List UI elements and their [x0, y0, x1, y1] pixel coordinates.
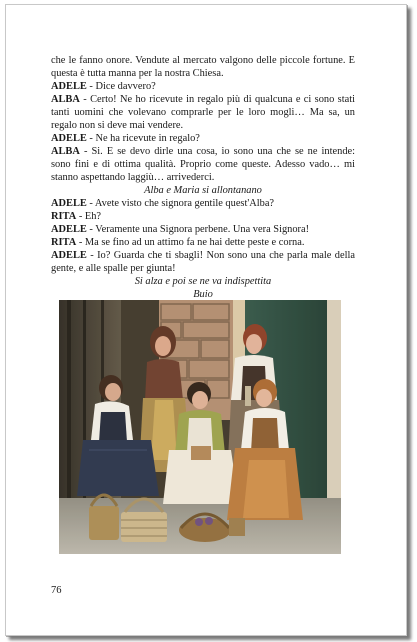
stage-direction: Buio — [193, 289, 213, 300]
speaker-name: ADELE — [51, 250, 87, 261]
dialogue-line — [51, 197, 355, 210]
speaker-name: ALBA — [51, 146, 80, 157]
speaker-name: ADELE — [51, 224, 87, 235]
dialogue-text: Avete visto che signora gentile quest'Alba? — [94, 198, 275, 209]
stage-direction: Si alza e poi se ne va indispettita — [134, 276, 272, 287]
separator: - — [76, 237, 85, 248]
separator: - — [79, 94, 91, 105]
separator: - — [86, 224, 96, 235]
dialogue-text: Veramente una Signora perbene. Una vera Signora! — [95, 224, 310, 235]
speaker-name: ADELE — [51, 198, 87, 209]
dialogue-line — [51, 210, 355, 223]
stage-photo — [59, 300, 341, 554]
dialogue-text: Si. E se devo dirle una cosa, io sono una che se ne intende: sono fini e di ottima qualità. Proprio come queste. Adesso vado… mi stanno aspettando laggiù… arrivederci. — [51, 146, 356, 183]
speaker-name: ADELE — [51, 133, 87, 144]
dialogue-line — [51, 145, 355, 184]
dialogue-line — [51, 132, 355, 145]
stage-direction: Alba e Maria si allontanano — [144, 185, 262, 196]
dialogue-line — [51, 236, 355, 249]
separator: - — [79, 146, 92, 157]
dialogue-text: Ma se fino ad un attimo fa ne hai dette peste e corna. — [84, 237, 305, 248]
dialogue-line — [51, 223, 355, 236]
separator: - — [76, 211, 85, 222]
separator: - — [86, 81, 96, 92]
page-number: 76 — [51, 585, 62, 596]
dialogue-text: Io? Guarda che ti sbagli! Non sono una che parla male della gente, e alle spalle per giunta! — [51, 250, 355, 274]
dialogue-text: Ne ha ricevute in regalo? — [95, 133, 200, 144]
dialogue-line — [51, 249, 355, 275]
speaker-name: ADELE — [51, 81, 87, 92]
speaker-name: RITA — [51, 211, 77, 222]
separator: - — [86, 133, 96, 144]
dialogue-line — [51, 80, 355, 93]
stage-photo-illustration — [59, 300, 341, 554]
script-text — [51, 54, 355, 301]
dialogue-text: Dice davvero? — [95, 81, 156, 92]
intro-paragraph: che le fanno onore. Vendute al mercato valgono delle piccole fortune. E questa è tutta manna per la nostra Chiesa. — [51, 55, 355, 79]
book-page — [5, 4, 407, 636]
speaker-name: ALBA — [51, 94, 80, 105]
speaker-name: RITA — [51, 237, 77, 248]
separator: - — [86, 250, 98, 261]
dialogue-text: Eh? — [84, 211, 102, 222]
dialogue-text: Certo! Ne ho ricevute in regalo più di qualcuna e ci sono stati tanti uomini che volevano comprarle per le loro mogli… Ma sa, un regalo non si deve mai vendere. — [51, 94, 355, 131]
dialogue-line — [51, 93, 355, 132]
separator: - — [86, 198, 95, 209]
